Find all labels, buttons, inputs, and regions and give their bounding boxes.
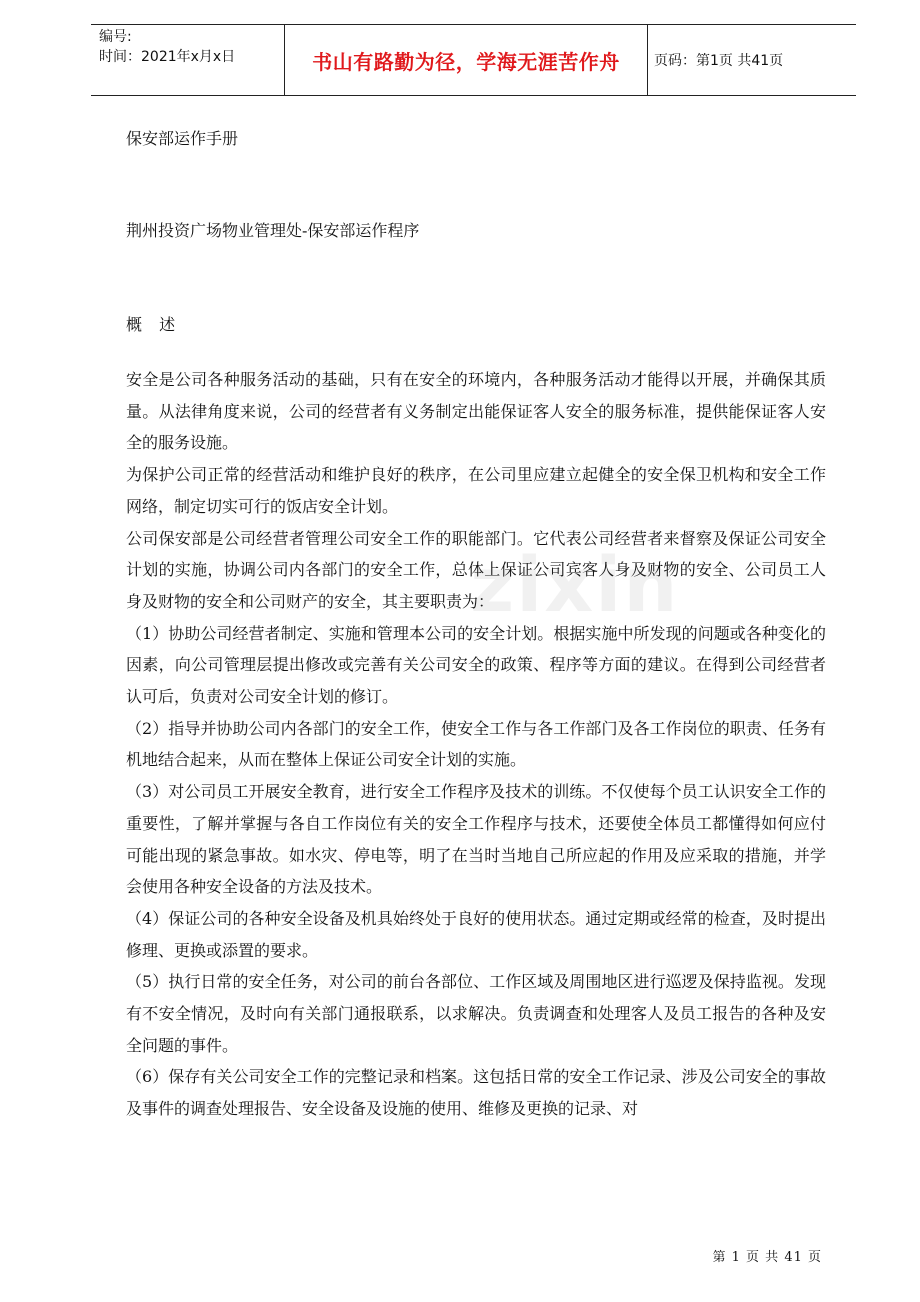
paragraph: 为保护公司正常的经营活动和维护良好的秩序，在公司里应建立起健全的安全保卫机构和安全工作网络，制定切实可行的饭店安全计划。 [126,465,826,516]
document-title: 保安部运作手册 [126,129,239,148]
paragraph: 安全是公司各种服务活动的基础，只有在安全的环境内，各种服务活动才能得以开展，并确保其质量。从法律角度来说，公司的经营者有义务制定出能保证客人安全的服务标准，提供能保证客人安全的服务设施。 [126,370,826,453]
document-body [126,364,826,1125]
paragraph: （1）协助公司经营者制定、实施和管理本公司的安全计划。根据实施中所发现的问题或各种变化的因素，向公司管理层提出修改或完善有关公司安全的政策、程序等方面的建议。在得到公司经营者认可后，负责对公司安全计划的修订。 [126,623,826,707]
paragraph: （4）保证公司的各种安全设备及机具始终处于良好的使用状态。通过定期或经常的检查，及时提出修理、更换或添置的要求。 [126,908,826,960]
page-header [91,24,856,96]
header-motto: 书山有路勤为径，学海无涯苦作舟 [285,25,648,95]
document-time-label: 时间：2021年x月x日 [99,49,236,65]
paragraph: （3）对公司员工开展安全教育，进行安全工作程序及技术的训练。不仅使每个员工认识安全工作的重要性，了解并掌握与各自工作岗位有关的安全工作程序与技术，还要使全体员工都懂得如何应付可能出现的紧急事故。如水灾、停电等，明了在当时当地自己所应起的作用及应采取的措施，并学会使用各种安全设备的方法及技术。 [126,782,826,897]
paragraph: （5）执行日常的安全任务，对公司的前台各部位、工作区域及周围地区进行巡逻及保持监视。发现有不安全情况，及时向有关部门通报联系，以求解决。负责调查和处理客人及员工报告的各种及安全问题的事件。 [126,972,826,1055]
document-number-label: 编号: [99,29,132,45]
section-heading: 概 述 [126,315,182,334]
paragraph: 公司保安部是公司经营者管理公司安全工作的职能部门。它代表公司经营者来督察及保证公司安全计划的实施，协调公司内各部门的安全工作，总体上保证公司宾客人身及财物的安全、公司员工人身及财物的安全和公司财产的安全，其主要职责为： [126,528,826,611]
paragraph: （6）保存有关公司安全工作的完整记录和档案。这包括日常的安全工作记录、涉及公司安全的事故及事件的调查处理报告、安全设备及设施的使用、维修及更换的记录、对 [126,1067,826,1119]
watermark: zixin [470,540,680,629]
page-footer: 第 1 页 共 41 页 [712,1250,822,1265]
header-meta [91,25,285,95]
document-subtitle: 荆州投资广场物业管理处-保安部运作程序 [126,221,420,240]
header-page-label: 页码：第1页 共41页 [654,53,784,69]
paragraph: （2）指导并协助公司内各部门的安全工作，使安全工作与各工作部门及各工作岗位的职责、任务有机地结合起来，从而在整体上保证公司安全计划的实施。 [126,718,826,770]
